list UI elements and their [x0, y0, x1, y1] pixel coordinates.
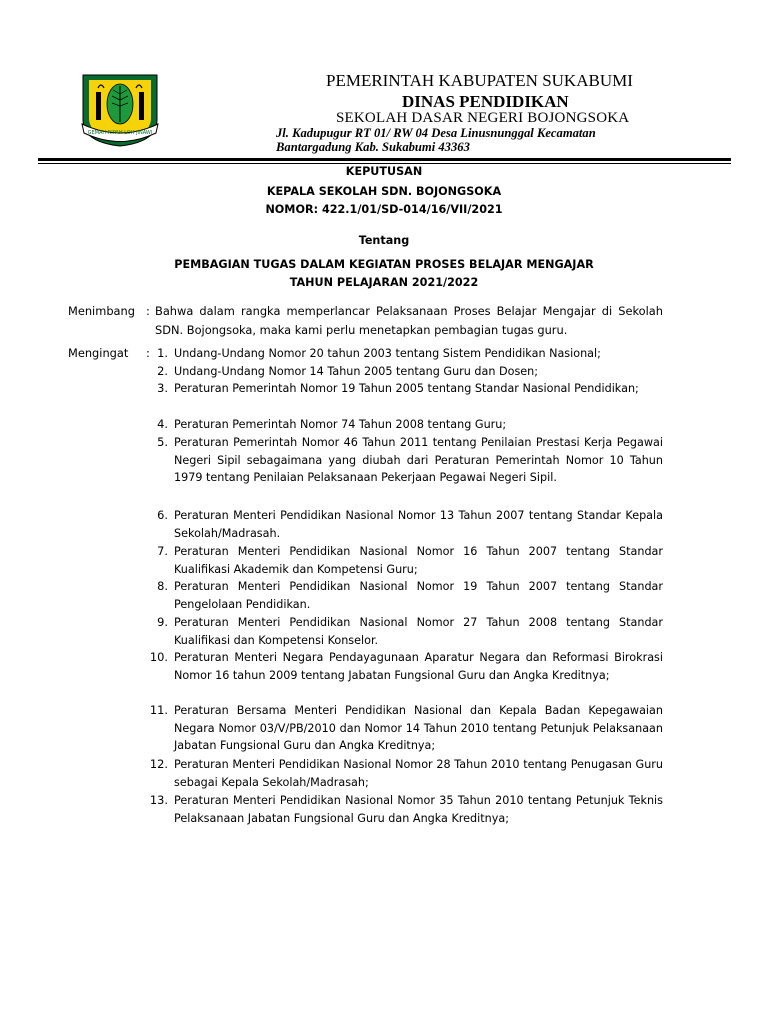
letterhead-divider-thick: [38, 158, 731, 161]
list-item: Undang-Undang Nomor 20 tahun 2003 tentang Sistem Pendidikan Nasional;: [174, 347, 601, 360]
letterhead-government: PEMERINTAH KABUPATEN SUKABUMI: [326, 71, 633, 90]
list-item: Peraturan Menteri Pendidikan Nasional Nomor 27 Tahun 2008 tentang Standar Kualifikasi dan Kompetensi Konselor.: [174, 616, 663, 647]
list-item-number: 9.: [157, 615, 168, 629]
menimbang-text: Bahwa dalam rangka memperlancar Pelaksanaan Proses Belajar Mengajar di Sekolah SDN. Bojongsoka, maka kami perlu menetapkan pembagian tugas guru.: [155, 304, 663, 337]
list-item: Peraturan Menteri Pendidikan Nasional Nomor 16 Tahun 2007 tentang Standar Kualifikasi Akademik dan Kompetensi Guru;: [174, 545, 663, 576]
list-item-number: 1.: [157, 346, 168, 360]
letterhead-divider-thin: [38, 163, 731, 164]
list-item: Undang-Undang Nomor 14 Tahun 2005 tentang Guru dan Dosen;: [174, 365, 539, 378]
list-item: Peraturan Pemerintah Nomor 46 Tahun 2011 tentang Penilaian Prestasi Kerja Pegawai Negeri Sipil sebagaimana yang diubah dari Peraturan Pemerintah Nomor 10 Tahun 1979 tentang Penilaian Pelaksanaan Pekerjaan Pegawai Negeri Sipil.: [174, 436, 663, 484]
list-item: Peraturan Bersama Menteri Pendidikan Nasional dan Kepala Badan Kepegawaian Negara Nomor 03/V/PB/2010 dan Nomor 14 Tahun 2010 tentang Petunjuk Pelaksanaan Jabatan Fungsional Guru dan Angka Kreditnya;: [174, 704, 663, 752]
list-item-number: 10.: [149, 650, 168, 664]
list-item-number: 13.: [149, 793, 168, 807]
crest-motto-text: GEMAH RIPAH LOH JINAWI: [87, 130, 153, 136]
list-item: Peraturan Menteri Pendidikan Nasional Nomor 28 Tahun 2010 tentang Penugasan Guru sebagai Kepala Sekolah/Madrasah;: [174, 758, 663, 789]
regency-crest-logo: [80, 70, 160, 148]
menimbang-label: Menimbang: [68, 304, 135, 318]
list-item-number: 4.: [157, 417, 168, 431]
list-item: Peraturan Menteri Pendidikan Nasional Nomor 13 Tahun 2007 tentang Standar Kepala Sekolah/Madrasah.: [174, 509, 663, 540]
list-item-number: 7.: [157, 544, 168, 558]
mengingat-label: Mengingat: [68, 346, 129, 360]
decree-subject-line1: PEMBAGIAN TUGAS DALAM KEGIATAN PROSES BELAJAR MENGAJAR: [174, 258, 594, 271]
list-item: Peraturan Menteri Pendidikan Nasional Nomor 35 Tahun 2010 tentang Petunjuk Teknis Pelaksanaan Jabatan Fungsional Guru dan Angka Kreditnya;: [174, 794, 663, 825]
list-item-number: 5.: [157, 435, 168, 449]
crest-pillar-left: [96, 92, 101, 120]
decree-issuer: KEPALA SEKOLAH SDN. BOJONGSOKA: [266, 185, 502, 198]
list-item-number: 11.: [149, 703, 168, 717]
list-item-number: 12.: [149, 757, 168, 771]
mengingat-colon: :: [146, 346, 150, 360]
letterhead-school: SEKOLAH DASAR NEGERI BOJONGSOKA: [336, 110, 630, 126]
crest-pillar-right: [139, 92, 144, 120]
menimbang-colon: :: [146, 304, 150, 318]
list-item-number: 3.: [157, 381, 168, 395]
decree-title: KEPUTUSAN: [345, 165, 423, 178]
decree-number: NOMOR: 422.1/01/SD-014/16/VII/2021: [265, 203, 503, 216]
letterhead-address-line1: Jl. Kadupugur RT 01/ RW 04 Desa Linusnunggal Kecamatan: [276, 126, 596, 140]
list-item-number: 6.: [157, 508, 168, 522]
decree-subject-line2: TAHUN PELAJARAN 2021/2022: [289, 276, 479, 289]
decree-about: Tentang: [358, 234, 410, 247]
list-item: Peraturan Menteri Pendidikan Nasional Nomor 19 Tahun 2007 tentang Standar Pengelolaan Pendidikan.: [174, 580, 663, 611]
list-item-number: 8.: [157, 579, 168, 593]
list-item: Peraturan Menteri Negara Pendayagunaan Aparatur Negara dan Reformasi Birokrasi Nomor 16 tahun 2009 tentang Jabatan Fungsional Guru dan Angka Kreditnya;: [174, 651, 663, 682]
list-item: Peraturan Pemerintah Nomor 19 Tahun 2005 tentang Standar Nasional Pendidikan;: [174, 382, 639, 395]
letterhead-agency: DINAS PENDIDIKAN: [402, 92, 569, 111]
letterhead-address-line2: Bantargadung Kab. Sukabumi 43363: [276, 140, 470, 154]
list-item-number: 2.: [157, 364, 168, 378]
list-item: Peraturan Pemerintah Nomor 74 Tahun 2008 tentang Guru;: [174, 418, 507, 431]
